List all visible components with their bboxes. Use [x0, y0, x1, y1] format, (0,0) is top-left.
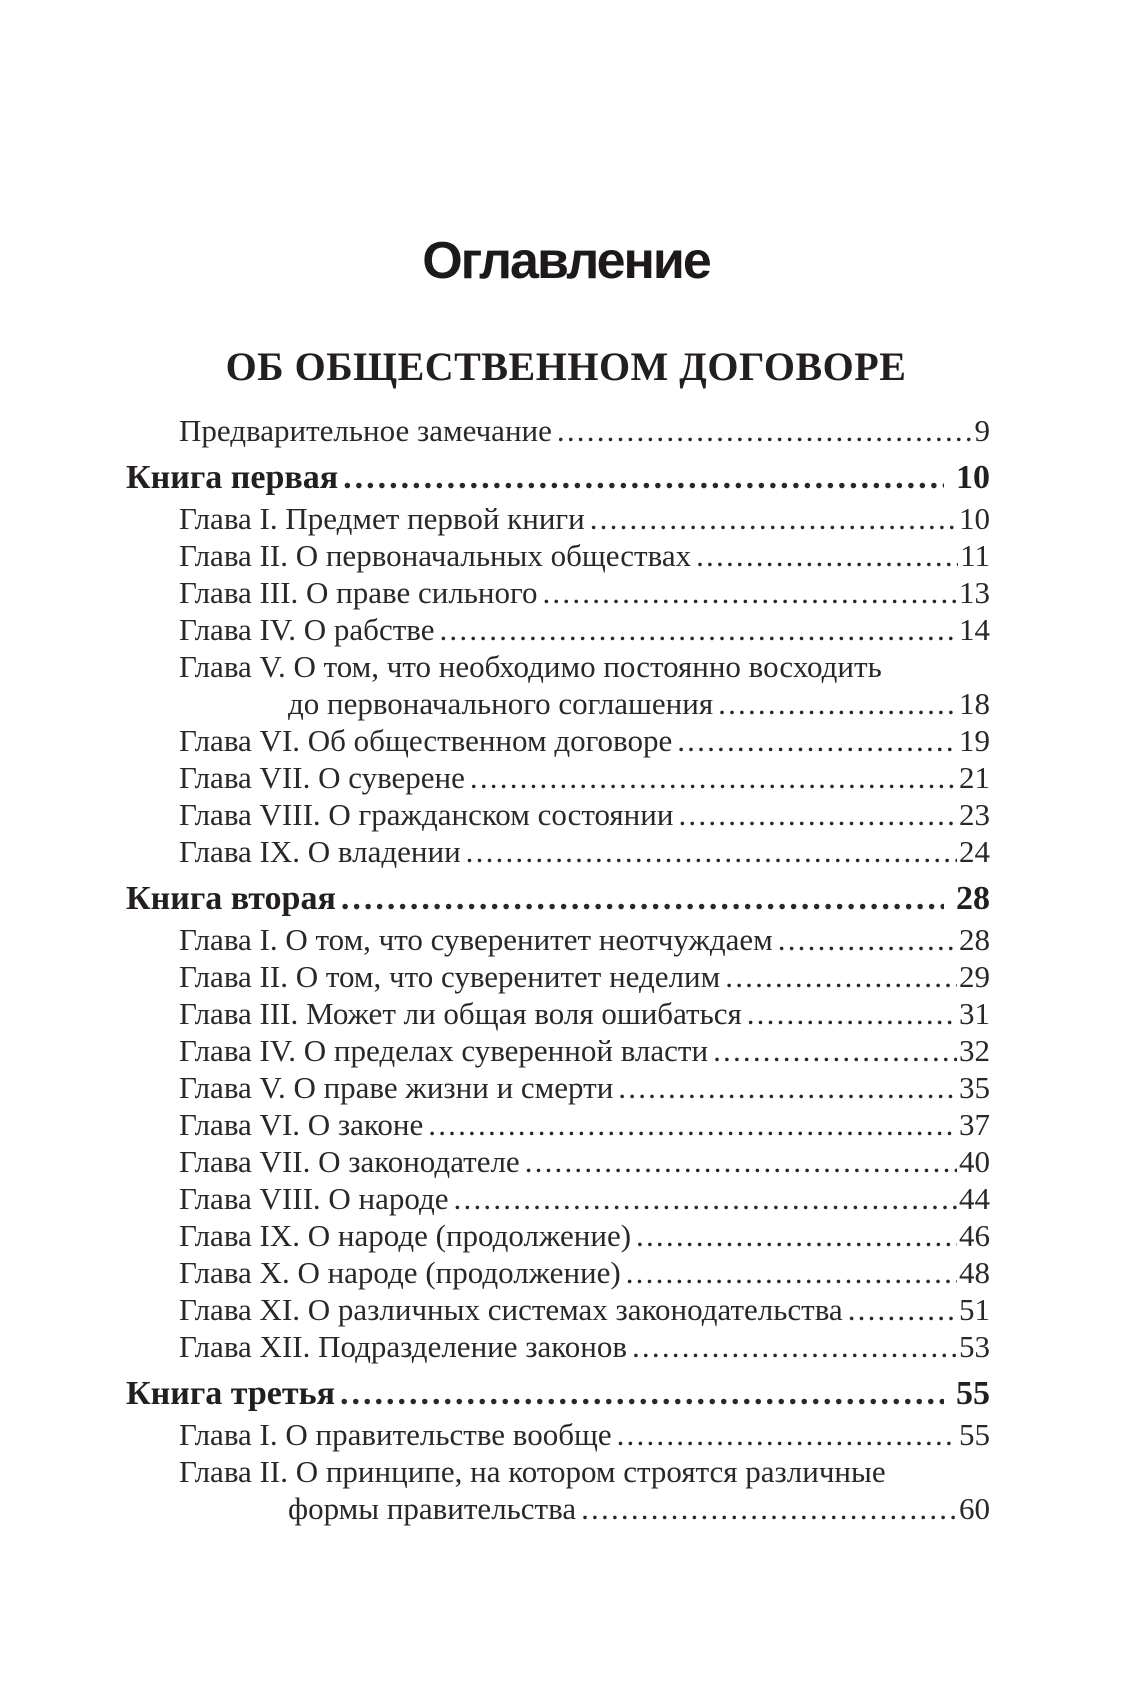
toc-entry	[179, 995, 990, 1032]
dot-leader	[465, 759, 957, 796]
toc-entry	[288, 685, 990, 722]
toc-entry	[179, 722, 990, 759]
toc-entry-page: 35	[959, 1070, 990, 1105]
dot-leader	[612, 1416, 957, 1453]
toc-entry	[179, 412, 990, 449]
toc-entry	[179, 1217, 990, 1254]
toc-entry-label: Глава VI. О законе	[179, 1107, 424, 1142]
toc-entry-page: 10	[956, 459, 990, 496]
toc-entry	[179, 1180, 990, 1217]
toc-entry-label: Глава IV. О рабстве	[179, 612, 435, 647]
toc-entry-label: Книга первая	[126, 459, 339, 496]
toc-entry-page: 48	[959, 1255, 990, 1290]
dot-leader	[336, 879, 944, 919]
dot-leader	[613, 1069, 957, 1106]
toc-entry-page: 11	[960, 538, 990, 573]
toc-entry-page: 32	[959, 1033, 990, 1068]
toc-entry	[179, 500, 990, 537]
toc-entry	[179, 537, 990, 574]
toc-entry	[179, 1291, 990, 1328]
toc-entry-page: 37	[959, 1107, 990, 1142]
toc-entry-page: 19	[959, 723, 990, 758]
dot-leader	[627, 1328, 957, 1365]
dot-leader	[621, 1254, 957, 1291]
toc-entry-page: 23	[959, 797, 990, 832]
dot-leader	[843, 1291, 957, 1328]
toc-entry	[179, 921, 990, 958]
toc-book-entry	[126, 879, 990, 919]
toc-entry-page: 21	[959, 760, 990, 795]
toc-entry-page: 28	[956, 880, 990, 917]
toc-entry-label: до первоначального соглашения	[288, 686, 714, 721]
dot-leader	[585, 500, 957, 537]
toc-entry-page: 40	[959, 1144, 990, 1179]
toc-entry	[179, 1143, 990, 1180]
book-title: ОБ ОБЩЕСТВЕННОМ ДОГОВОРЕ	[225, 344, 907, 389]
toc-entry-label: Глава IX. О народе (продолжение)	[179, 1218, 632, 1253]
dot-leader	[708, 1032, 957, 1069]
dot-leader	[720, 958, 957, 995]
dot-leader	[631, 1217, 957, 1254]
toc-entry	[179, 833, 990, 870]
toc-entry	[179, 759, 990, 796]
toc-entry	[179, 796, 990, 833]
toc-entry-label: Глава V. О том, что необходимо постоянно восходить	[179, 649, 882, 684]
dot-leader	[335, 1374, 944, 1414]
toc-entry-label: Глава X. О народе (продолжение)	[179, 1255, 621, 1290]
toc-entry	[179, 1032, 990, 1069]
dot-leader	[449, 1180, 957, 1217]
dot-leader	[713, 685, 957, 722]
toc-entry-label: Глава I. Предмет первой книги	[179, 501, 585, 536]
toc-entry	[179, 611, 990, 648]
dot-leader	[742, 995, 957, 1032]
toc-book-entry	[126, 458, 990, 498]
toc-entry-label: Глава VII. О суверене	[179, 760, 465, 795]
toc-entry-label: Глава III. О праве сильного	[179, 575, 538, 610]
toc-entry-page: 53	[959, 1329, 990, 1364]
dot-leader	[691, 537, 958, 574]
dot-leader	[338, 458, 944, 498]
toc-entry-label: Глава I. О правительстве вообще	[179, 1417, 612, 1452]
toc-entry-page: 55	[956, 1375, 990, 1412]
toc-entry	[179, 1453, 990, 1490]
toc-entry-label: Глава V. О праве жизни и смерти	[179, 1070, 614, 1105]
toc-entry-page: 28	[959, 922, 990, 957]
toc-entry-page: 51	[959, 1292, 990, 1327]
toc-entry-label: Глава VI. Об общественном договоре	[179, 723, 673, 758]
toc-book-entry	[126, 1374, 990, 1414]
toc-entry	[288, 1490, 990, 1527]
toc-entry-label: Глава VII. О законодателе	[179, 1144, 520, 1179]
toc-entry-label: Глава II. О первоначальных обществах	[179, 538, 692, 573]
toc-entry-page: 29	[959, 959, 990, 994]
toc-entry-page: 13	[959, 575, 990, 610]
toc-entry	[179, 648, 990, 685]
toc-entry-label: Глава IX. О владении	[179, 834, 461, 869]
toc-entry-label: Глава I. О том, что суверенитет неотчуждаем	[179, 922, 773, 957]
dot-leader	[672, 722, 957, 759]
dot-leader	[434, 611, 957, 648]
dot-leader	[552, 412, 973, 449]
toc-entry-label: Глава XI. О различных системах законодательства	[179, 1292, 843, 1327]
dot-leader	[773, 921, 957, 958]
toc-entry-label: формы правительства	[288, 1491, 577, 1526]
toc-entry-page: 10	[959, 501, 990, 536]
toc-entry-label: Глава VIII. О народе	[179, 1181, 449, 1216]
toc-entry-page: 44	[959, 1181, 990, 1216]
toc-entry-page: 24	[959, 834, 990, 869]
toc-entry-label: Книга третья	[126, 1375, 335, 1412]
dot-leader	[537, 574, 957, 611]
toc-entry	[179, 1069, 990, 1106]
dot-leader	[673, 796, 957, 833]
toc-entry-label: Глава IV. О пределах суверенной власти	[179, 1033, 709, 1068]
toc-entry	[179, 1254, 990, 1291]
toc-list	[126, 412, 990, 1527]
toc-entry-page: 9	[974, 413, 990, 448]
dot-leader	[576, 1490, 957, 1527]
toc-entry-page: 14	[959, 612, 990, 647]
toc-entry-page: 46	[959, 1218, 990, 1253]
toc-entry-page: 55	[959, 1417, 990, 1452]
dot-leader	[423, 1106, 957, 1143]
toc-entry	[179, 574, 990, 611]
toc-entry-label: Глава XII. Подразделение законов	[179, 1329, 627, 1364]
toc-entry-label: Глава II. О том, что суверенитет неделим	[179, 959, 721, 994]
toc-entry-label: Глава III. Может ли общая воля ошибаться	[179, 996, 742, 1031]
toc-entry-label: Книга вторая	[126, 880, 336, 917]
toc-entry-page: 60	[959, 1491, 990, 1526]
dot-leader	[461, 833, 957, 870]
toc-entry-page: 31	[959, 996, 990, 1031]
page-title: Оглавление	[422, 232, 710, 290]
dot-leader	[520, 1143, 957, 1180]
toc-entry-page: 18	[959, 686, 990, 721]
toc-entry-label: Глава VIII. О гражданском состоянии	[179, 797, 674, 832]
toc-entry-label: Глава II. О принципе, на котором строятся различные	[179, 1454, 886, 1489]
toc-entry	[179, 1416, 990, 1453]
toc-entry	[179, 1106, 990, 1143]
toc-entry-label: Предварительное замечание	[179, 413, 552, 448]
toc-entry	[179, 958, 990, 995]
toc-entry	[179, 1328, 990, 1365]
